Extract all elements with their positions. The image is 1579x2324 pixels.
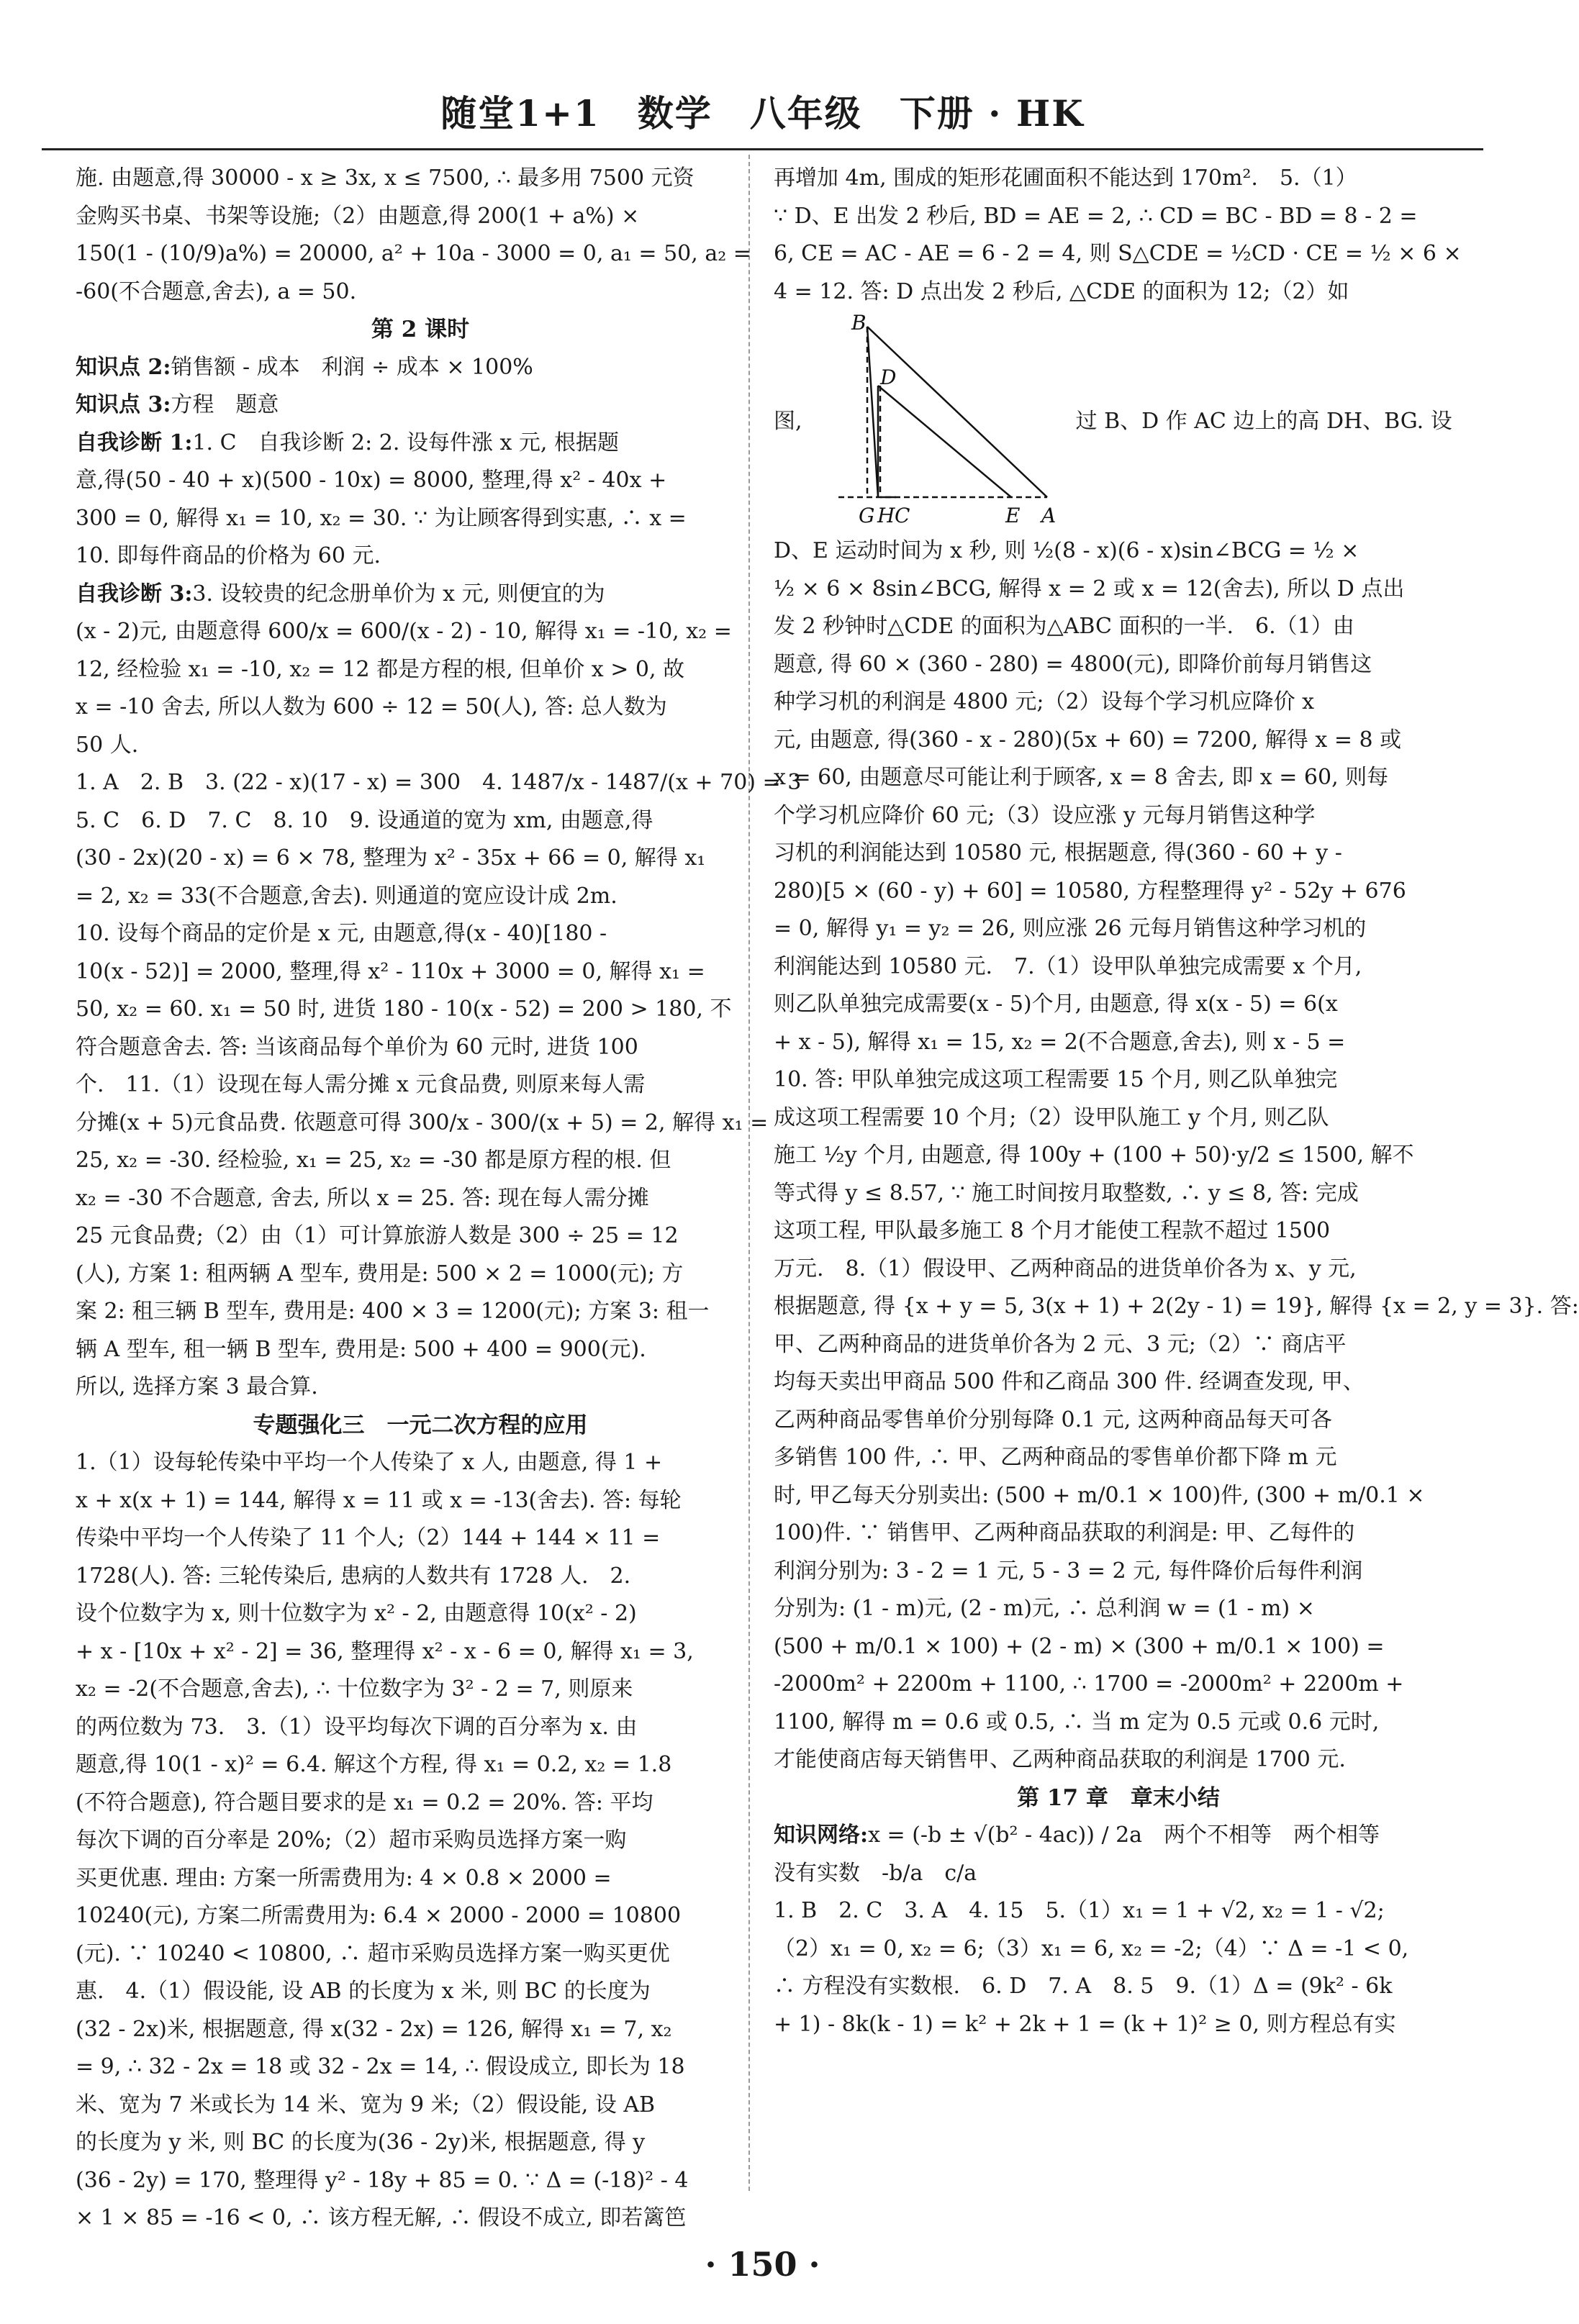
answer-line: (36 - 2y) = 170, 整理得 y² - 18y + 85 = 0. ∵ Δ = (-18)² - 4	[76, 2167, 689, 2193]
answer-line: （2）x₁ = 0, x₂ = 6;（3）x₁ = 6, x₂ = -2;（4）∵ Δ = -1 < 0,	[774, 1935, 1409, 1961]
answer-line: = 0, 解得 y₁ = y₂ = 26, 则应涨 26 元每月销售这种学习机的	[774, 916, 1367, 941]
answer-line: x + x(x + 1) = 144, 解得 x = 11 或 x = -13(舍去). 答: 每轮	[76, 1487, 682, 1513]
answer-line: 惠. 4.（1）假设能, 设 AB 的长度为 x 米, 则 BC 的长度为	[76, 1979, 651, 2004]
answer-line: 10. 设每个商品的定价是 x 元, 由题意,得(x - 40)[180 -	[76, 921, 607, 946]
answer-line: 1. A 2. B 3. (22 - x)(17 - x) = 300 4. 1487/x - 1487/(x + 70) = 3	[76, 770, 802, 795]
answer-line: 米、宽为 7 米或长为 14 米、宽为 9 米;（2）假设能, 设 AB	[76, 2092, 656, 2118]
answer-line: 1728(人). 答: 三轮传染后, 患病的人数共有 1728 人. 2.	[76, 1563, 631, 1589]
answer-label: 知识点 3:	[76, 392, 171, 417]
answer-line: (不符合题意), 符合题目要求的是 x₁ = 0.2 = 20%. 答: 平均	[76, 1789, 653, 1815]
answer-line: 成这项工程需要 10 个月;（2）设甲队施工 y 个月, 则乙队	[774, 1104, 1329, 1130]
answer-line: 辆 A 型车, 租一辆 B 型车, 费用是: 500 + 400 = 900(元).	[76, 1336, 646, 1362]
answer-line: 10240(元), 方案二所需费用为: 6.4 × 2000 - 2000 = 10800	[76, 1903, 682, 1928]
answer-line: 等式得 y ≤ 8.57, ∵ 施工时间按月取整数, ∴ y ≤ 8, 答: 完成	[774, 1180, 1359, 1206]
answer-line: (x - 2)元, 由题意得 600/x = 600/(x - 2) - 10, 解得 x₁ = -10, x₂ =	[76, 619, 732, 644]
label-G: G	[858, 504, 874, 527]
answer-line: 施工 ½y 个月, 由题意, 得 100y + (100 + 50)·y/2 ≤ 1500, 解不	[774, 1143, 1414, 1168]
answer-line: 25, x₂ = -30. 经检验, x₁ = 25, x₂ = -30 都是原方程的根. 但	[76, 1148, 671, 1173]
answer-line: 均每天卖出甲商品 500 件和乙商品 300 件. 经调查发现, 甲、	[774, 1369, 1365, 1394]
answer-line: 金购买书桌、书架等设施;（2）由题意,得 200(1 + a%) ×	[76, 203, 640, 229]
answer-line: (32 - 2x)米, 根据题意, 得 x(32 - 2x) = 126, 解得 x₁ = 7, x₂	[76, 2016, 672, 2042]
answer-line: 个学习机应降价 60 元;（3）设应涨 y 元每月销售这种学	[774, 802, 1316, 828]
answer-label: 自我诊断 1:	[76, 430, 193, 455]
answer-label: 自我诊断 3:	[76, 581, 193, 607]
answer-line: 才能使商店每天销售甲、乙两种商品获取的利润是 1700 元.	[774, 1747, 1346, 1772]
answer-line: 每次下调的百分率是 20%;（2）超市采购员选择方案一购	[76, 1828, 627, 1853]
answer-line: ∵ D、E 出发 2 秒后, BD = AE = 2, ∴ CD = BC - BD = 8 - 2 =	[774, 203, 1418, 229]
answer-line: 发 2 秒钟时△CDE 的面积为△ABC 面积的一半. 6.（1）由	[774, 614, 1354, 639]
answer-line	[76, 349, 765, 387]
answer-line: 分摊(x + 5)元食品费. 依题意可得 300/x - 300/(x + 5) = 2, 解得 x₁ =	[76, 1109, 769, 1135]
label-B: B	[851, 311, 867, 335]
answer-line: ½ × 6 × 8sin∠BCG, 解得 x = 2 或 x = 12(舍去), 所以 D 点出	[774, 576, 1405, 602]
answer-line: 12, 经检验 x₁ = -10, x₂ = 12 都是方程的根, 但单价 x > 0, 故	[76, 656, 685, 682]
answer-line: 乙两种商品零售单价分别每降 0.1 元, 这两种商品每天可各	[774, 1407, 1332, 1433]
answer-line: (人), 方案 1: 租两辆 A 型车, 费用是: 500 × 2 = 1000(元); 方	[76, 1261, 684, 1286]
answer-line: -60(不合题意,舍去), a = 50.	[76, 278, 357, 304]
right-column	[774, 160, 1579, 2043]
page-header: 随堂1+1 数学 八年级 下册 · HK	[440, 92, 1085, 135]
answer-line: 25 元食品费;（2）由（1）可计算旅游人数是 300 ÷ 25 = 12	[76, 1223, 679, 1248]
answer-line: 种学习机的利润是 4800 元;（2）设每个学习机应降价 x	[774, 689, 1315, 714]
answer-line: 意,得(50 - 40 + x)(500 - 10x) = 8000, 整理,得 x² - 40x +	[76, 468, 667, 493]
answer-line: + 1) - 8k(k - 1) = k² + 2k + 1 = (k + 1)² ≥ 0, 则方程总有实	[774, 2011, 1396, 2037]
section-heading: 第 2 课时	[371, 317, 470, 342]
answer-line: 传染中平均一个人传染了 11 个人;（2）144 + 144 × 11 =	[76, 1525, 661, 1551]
answer-line: x₂ = -2(不合题意,舍去), ∴ 十位数字为 3² - 2 = 7, 则原来	[76, 1676, 633, 1702]
header-rule	[42, 148, 1483, 150]
triangle-diagram	[810, 311, 1069, 530]
figure-pre-text: 图,	[774, 408, 802, 434]
answer-line: 题意,得 10(1 - x)² = 6.4. 解这个方程, 得 x₁ = 0.2, x₂ = 1.8	[76, 1752, 672, 1777]
answer-line: D、E 运动时间为 x 秒, 则 ½(8 - x)(6 - x)sin∠BCG = ½ ×	[774, 538, 1359, 563]
answer-line: 10(x - 52)] = 2000, 整理,得 x² - 110x + 3000 = 0, 解得 x₁ =	[76, 958, 705, 984]
answer-line: 4 = 12. 答: D 点出发 2 秒后, △CDE 的面积为 12;（2）如	[774, 278, 1349, 304]
label-C: C	[894, 504, 910, 527]
answer-line: 根据题意, 得 {x + y = 5, 3(x + 1) + 2(2y - 1) = 19}, 解得 {x = 2, y = 3}. 答:	[774, 1294, 1579, 1319]
answer-line: 时, 甲乙每天分别卖出: (500 + m/0.1 × 100)件, (300 + m/0.1 ×	[774, 1482, 1425, 1508]
answer-line: 1. B 2. C 3. A 4. 15 5.（1）x₁ = 1 + √2, x₂ = 1 - √2;	[774, 1898, 1385, 1923]
answer-line	[774, 1817, 1463, 1855]
answer-line: 则乙队单独完成需要(x - 5)个月, 由题意, 得 x(x - 5) = 6(x	[774, 991, 1338, 1017]
answer-line: x₂ = -30 不合题意, 舍去, 所以 x = 25. 答: 现在每人需分摊	[76, 1185, 649, 1211]
answer-line: 5. C 6. D 7. C 8. 10 9. 设通道的宽为 xm, 由题意,得	[76, 807, 653, 833]
answer-line: 100)件. ∵ 销售甲、乙两种商品获取的利润是: 甲、乙每件的	[774, 1520, 1355, 1545]
answer-line: 50, x₂ = 60. x₁ = 50 时, 进货 180 - 10(x - 52) = 200 > 180, 不	[76, 997, 732, 1022]
answer-line: 案 2: 租三辆 B 型车, 费用是: 400 × 3 = 1200(元); 方案 3: 租一	[76, 1299, 710, 1324]
answer-line: ∴ 方程没有实数根. 6. D 7. A 8. 5 9.（1）Δ = (9k² - 6k	[774, 1974, 1393, 1999]
answer-line: 施. 由题意,得 30000 - x ≥ 3x, x ≤ 7500, ∴ 最多用 7500 元资	[76, 165, 695, 191]
answer-line: (500 + m/0.1 × 100) + (2 - m) × (300 + m/0.1 × 100) =	[774, 1633, 1385, 1659]
answer-line: 符合题意舍去. 答: 当该商品每个单价为 60 元时, 进货 100	[76, 1034, 638, 1060]
figure-post-text: 过 B、D 作 AC 边上的高 DH、BG. 设	[1075, 408, 1452, 434]
answer-line: 元, 由题意, 得(360 - x - 280)(5x + 60) = 7200, 解得 x = 8 或	[774, 727, 1402, 753]
label-E: E	[1005, 504, 1020, 527]
answer-line: 6, CE = AC - AE = 6 - 2 = 4, 则 S△CDE = ½CD · CE = ½ × 6 ×	[774, 241, 1462, 266]
answer-line: 没有实数 -b/a c/a	[774, 1860, 977, 1886]
left-column	[76, 160, 802, 2238]
answer-line: = 2, x₂ = 33(不合题意,舍去). 则通道的宽应设计成 2m.	[76, 883, 617, 909]
answer-line: 题意, 得 60 × (360 - 280) = 4800(元), 即降价前每月销售这	[774, 651, 1372, 677]
answer-text: 1. C 自我诊断 2: 2. 设每件涨 x 元, 根据题	[192, 430, 620, 455]
answer-line: 多销售 100 件, ∴ 甲、乙两种商品的零售单价都下降 m 元	[774, 1445, 1337, 1470]
answer-line: 1.（1）设每轮传染中平均一个人传染了 x 人, 由题意, 得 1 +	[76, 1450, 663, 1475]
answer-line: 的两位数为 73. 3.（1）设平均每次下调的百分率为 x. 由	[76, 1714, 638, 1740]
answer-line	[76, 576, 765, 614]
section-heading: 第 17 章 章末小结	[1017, 1784, 1220, 1811]
answer-line: × 1 × 85 = -16 < 0, ∴ 该方程无解, ∴ 假设不成立, 即若篱笆	[76, 2205, 687, 2230]
answer-line	[76, 386, 765, 425]
answer-line: 1100, 解得 m = 0.6 或 0.5, ∴ 当 m 定为 0.5 元或 0.6 元时,	[774, 1709, 1380, 1735]
answer-line: 再增加 4m, 围成的矩形花圃面积不能达到 170m². 5.（1）	[774, 165, 1357, 191]
answer-line: 万元. 8.（1）假设甲、乙两种商品的进货单价各为 x、y 元,	[774, 1256, 1357, 1281]
page-number: · 150 ·	[705, 2245, 820, 2284]
answer-line: 300 = 0, 解得 x₁ = 10, x₂ = 30. ∵ 为让顾客得到实惠, ∴ x =	[76, 505, 687, 531]
answer-line: 280)[5 × (60 - y) + 60] = 10580, 方程整理得 y² - 52y + 676	[774, 878, 1406, 904]
answer-line: (元). ∵ 10240 < 10800, ∴ 超市采购员选择方案一购买更优	[76, 1941, 670, 1966]
answer-line: x = 60, 由题意尽可能让利于顾客, x = 8 舍去, 即 x = 60, 则每	[774, 765, 1389, 790]
answer-line: -2000m² + 2200m + 1100, ∴ 1700 = -2000m² + 2200m +	[774, 1671, 1404, 1697]
answer-text: 销售额 - 成本 利润 ÷ 成本 × 100%	[171, 354, 533, 380]
answer-line: 利润分别为: 3 - 2 = 1 元, 5 - 3 = 2 元, 每件降价后每件利润	[774, 1558, 1363, 1584]
answer-line: x = -10 舍去, 所以人数为 600 ÷ 12 = 50(人), 答: 总人数为	[76, 694, 667, 720]
answer-line: (30 - 2x)(20 - x) = 6 × 78, 整理为 x² - 35x + 66 = 0, 解得 x₁	[76, 845, 706, 871]
answer-line: 150(1 - (10/9)a%) = 20000, a² + 10a - 3000 = 0, a₁ = 50, a₂ =	[76, 241, 751, 266]
answer-text: 方程 题意	[171, 392, 279, 417]
label-D: D	[879, 366, 896, 389]
answer-line: 个. 11.（1）设现在每人需分摊 x 元食品费, 则原来每人需	[76, 1072, 646, 1097]
answer-line: 习机的利润能达到 10580 元, 根据题意, 得(360 - 60 + y -	[774, 840, 1342, 866]
answer-text: x = (-b ± √(b² - 4ac)) / 2a 两个不相等 两个相等	[868, 1823, 1380, 1848]
answer-line: 50 人.	[76, 732, 139, 758]
label-H: H	[877, 504, 895, 527]
answer-text: 3. 设较贵的纪念册单价为 x 元, 则便宜的为	[192, 581, 605, 607]
answer-line: 分别为: (1 - m)元, (2 - m)元, ∴ 总利润 w = (1 - m) ×	[774, 1596, 1315, 1621]
answer-label: 知识点 2:	[76, 354, 171, 380]
answer-line: 利润能达到 10580 元. 7.（1）设甲队单独完成需要 x 个月,	[774, 953, 1362, 979]
answer-line: 买更优惠. 理由: 方案一所需费用为: 4 × 0.8 × 2000 =	[76, 1865, 612, 1891]
answer-label: 知识网络:	[774, 1823, 869, 1848]
answer-line: 的长度为 y 米, 则 BC 的长度为(36 - 2y)米, 根据题意, 得 y	[76, 2130, 646, 2155]
answer-line: 所以, 选择方案 3 最合算.	[76, 1374, 318, 1399]
answer-line: 设个位数字为 x, 则十位数字为 x² - 2, 由题意得 10(x² - 2)	[76, 1601, 637, 1626]
answer-line: 10. 答: 甲队单独完成这项工程需要 15 个月, 则乙队单独完	[774, 1067, 1338, 1092]
label-A: A	[1041, 504, 1056, 527]
answer-line: 甲、乙两种商品的进货单价各为 2 元、3 元;（2）∵ 商店平	[774, 1331, 1347, 1357]
answer-line: 10. 即每件商品的价格为 60 元.	[76, 543, 381, 568]
answer-line: = 9, ∴ 32 - 2x = 18 或 32 - 2x = 14, ∴ 假设成立, 即长为 18	[76, 2054, 685, 2079]
answer-line: + x - [10x + x² - 2] = 36, 整理得 x² - x - 6 = 0, 解得 x₁ = 3,	[76, 1638, 694, 1664]
section-heading: 专题强化三 一元二次方程的应用	[253, 1412, 588, 1438]
answer-line: + x - 5), 解得 x₁ = 15, x₂ = 2(不合题意,舍去), 则 x - 5 =	[774, 1029, 1346, 1055]
answer-line: 这项工程, 甲队最多施工 8 个月才能使工程款不超过 1500	[774, 1218, 1331, 1243]
triangle-figure	[774, 311, 1463, 530]
answer-line	[76, 425, 765, 463]
